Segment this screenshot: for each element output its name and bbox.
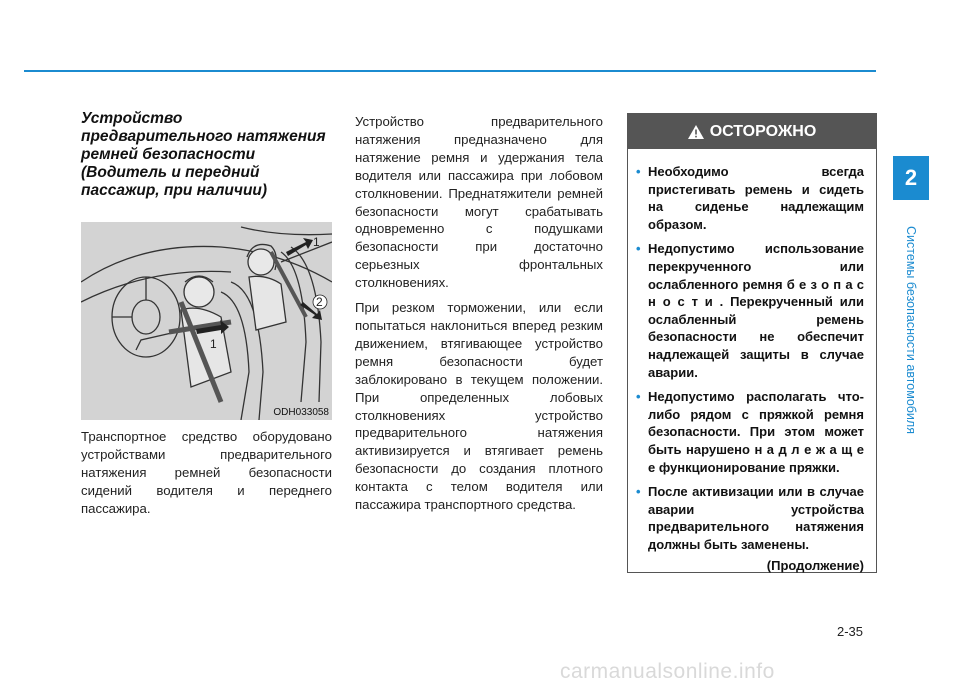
bullet-dot-icon: •	[636, 164, 641, 179]
page-number: 2-35	[837, 624, 864, 639]
section-heading: Устройство предварительного натяжения ремней безопасности (Водитель и передний пассажир, при наличии)	[81, 110, 326, 199]
pretensioner-illustration	[81, 222, 332, 420]
body-paragraph: Устройство предварительного натяжения предназначено для натяжение ремня и удержания тела водителя или пассажира при лобовом столкновении. Преднатяжители ремней безопасности могут срабатывать одновременно с подушками безопасности при достаточно серьезных фронтальных столкновениях.	[355, 114, 603, 291]
chapter-tab	[893, 156, 929, 200]
chapter-title-vertical	[893, 200, 929, 460]
warning-bullet	[636, 240, 864, 381]
warning-bullet	[636, 388, 864, 476]
warning-box	[627, 113, 877, 573]
bullet-dot-icon: •	[636, 241, 641, 257]
bullet-dot-icon: •	[636, 484, 641, 500]
callout-1-top: 1	[313, 235, 320, 249]
callout-2: 2	[316, 295, 323, 309]
body-paragraph: При резком торможении, или если попытаться наклониться вперед резким движением, втягивающее устройство ремня безопасности будет заблокировано в текущем положении. При определенных лобовых столкновениях устройство предварительного натяжения активизируется и втягивает ремень безопасности до создания плотного контакта с телом водителя или пассажира транспортного средства.	[355, 300, 603, 513]
callout-1-bottom: 1	[210, 337, 217, 351]
warning-header	[628, 114, 876, 149]
warning-bullet-text: После активизации или в случае аварии устройства предварительного натяжения должны быть заменены.	[648, 484, 864, 552]
watermark: carmanualsonline.info	[560, 660, 775, 683]
body-column	[355, 113, 603, 514]
warning-bullet-text: Недопустимо располагать что-либо рядом с пряжкой ремня безопасности. При этом может быть нарушено н а д л е ж а щ е е функционирование пряжки.	[648, 389, 864, 475]
header-rule	[24, 70, 876, 72]
figure-code: ODH033058	[273, 407, 329, 418]
warning-triangle-icon	[688, 125, 704, 139]
warning-bullet	[636, 163, 864, 233]
chapter-number: 2	[904, 165, 918, 190]
continued-label: (Продолжение)	[766, 558, 864, 574]
warning-bullet-text: Недопустимо использование перекрученного или ослабленного ремня б е з о п а с н о с т и . Перекрученный или ослабленный ремень безопасности не обеспечит надлежащей защиты в случае аварии.	[648, 241, 864, 380]
warning-bullet	[636, 483, 864, 553]
car-interior-drawing	[81, 222, 332, 420]
warning-title: ОСТОРОЖНО	[709, 122, 817, 140]
warning-body	[628, 149, 876, 573]
chapter-title: Системы безопасности автомобиля	[904, 226, 919, 434]
warning-bullet-text: Необходимо всегда пристегивать ремень и сидеть на сиденье надлежащим образом.	[648, 164, 864, 232]
intro-column	[81, 428, 332, 518]
bullet-dot-icon: •	[636, 389, 641, 405]
intro-paragraph: Транспортное средство оборудовано устройствами предварительного натяжения ремней безопасности сидений водителя и переднего пассажира.	[81, 429, 332, 516]
